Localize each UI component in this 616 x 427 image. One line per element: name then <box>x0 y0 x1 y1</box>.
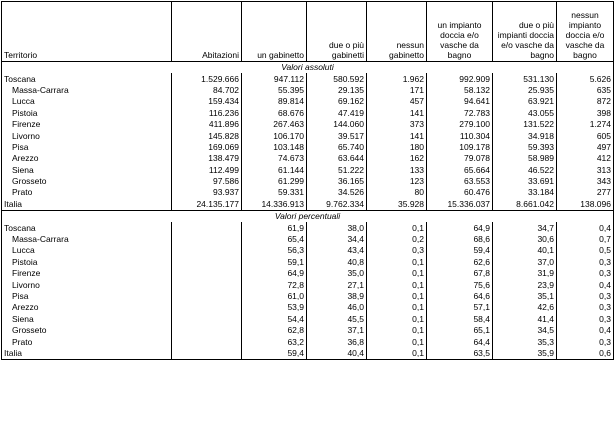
value-cell[interactable]: 89.814 <box>242 96 307 107</box>
value-cell[interactable]: 24.135.177 <box>172 199 242 211</box>
value-cell[interactable]: 1.529.666 <box>172 73 242 84</box>
table-row <box>2 257 614 268</box>
header-cell-abitazioni[interactable]: Abitazioni <box>172 2 242 62</box>
territory-cell[interactable]: Siena <box>2 165 172 176</box>
value-cell[interactable]: 145.828 <box>172 130 242 141</box>
value-cell[interactable]: 47.419 <box>307 108 367 119</box>
territory-cell[interactable]: Firenze <box>2 119 172 130</box>
value-cell[interactable]: 35,1 <box>493 291 557 302</box>
value-cell[interactable]: 97.586 <box>172 176 242 187</box>
value-cell[interactable]: 43,4 <box>307 245 367 256</box>
value-cell[interactable]: 93.937 <box>172 187 242 198</box>
table-row <box>2 302 614 313</box>
table-row <box>2 291 614 302</box>
value-cell[interactable]: 0,6 <box>557 348 614 360</box>
value-cell[interactable]: 0,4 <box>557 325 614 336</box>
value-cell[interactable]: 68,6 <box>427 234 493 245</box>
value-cell[interactable]: 947.112 <box>242 73 307 84</box>
value-cell[interactable]: 605 <box>557 130 614 141</box>
value-cell[interactable]: 35,9 <box>493 348 557 360</box>
territory-cell[interactable]: Italia <box>2 199 172 211</box>
territory-cell[interactable]: Grosseto <box>2 325 172 336</box>
value-cell[interactable]: 162 <box>367 153 427 164</box>
territory-cell[interactable]: Siena <box>2 314 172 325</box>
value-cell[interactable]: 69.162 <box>307 96 367 107</box>
value-cell[interactable] <box>172 222 242 233</box>
value-cell[interactable]: 61.299 <box>242 176 307 187</box>
value-cell[interactable]: 138.479 <box>172 153 242 164</box>
value-cell[interactable]: 56,3 <box>242 245 307 256</box>
value-cell[interactable]: 33.184 <box>493 187 557 198</box>
table-row <box>2 279 614 290</box>
territory-cell[interactable]: Grosseto <box>2 176 172 187</box>
value-cell[interactable]: 58.132 <box>427 85 493 96</box>
value-cell[interactable] <box>172 291 242 302</box>
value-cell[interactable]: 0,1 <box>367 268 427 279</box>
header-cell-due-gabinetti[interactable]: due o più gabinetti <box>307 2 367 62</box>
territory-cell[interactable]: Lucca <box>2 245 172 256</box>
table-row <box>2 336 614 347</box>
territory-cell[interactable]: Prato <box>2 336 172 347</box>
value-cell[interactable] <box>172 348 242 360</box>
territory-cell[interactable]: Arezzo <box>2 153 172 164</box>
value-cell[interactable]: 45,5 <box>307 314 367 325</box>
value-cell[interactable]: 38,9 <box>307 291 367 302</box>
table-row <box>2 96 614 107</box>
value-cell[interactable]: 59.331 <box>242 187 307 198</box>
value-cell[interactable]: 103.148 <box>242 142 307 153</box>
value-cell[interactable]: 15.336.037 <box>427 199 493 211</box>
value-cell[interactable]: 0,1 <box>367 336 427 347</box>
value-cell[interactable]: 42,6 <box>493 302 557 313</box>
table-row <box>2 245 614 256</box>
value-cell[interactable]: 63.921 <box>493 96 557 107</box>
value-cell[interactable]: 279.100 <box>427 119 493 130</box>
value-cell[interactable]: 0,1 <box>367 302 427 313</box>
value-cell[interactable]: 36,8 <box>307 336 367 347</box>
value-cell[interactable]: 39.517 <box>307 130 367 141</box>
value-cell[interactable]: 0,3 <box>557 257 614 268</box>
value-cell[interactable]: 1.274 <box>557 119 614 130</box>
value-cell[interactable]: 25.935 <box>493 85 557 96</box>
header-cell-due-impianti[interactable]: due o più impianti doccia e/o vasche da bagno <box>493 2 557 62</box>
value-cell[interactable]: 23,9 <box>493 279 557 290</box>
table-row <box>2 176 614 187</box>
value-cell[interactable]: 55.395 <box>242 85 307 96</box>
value-cell[interactable]: 46,0 <box>307 302 367 313</box>
value-cell[interactable]: 58,4 <box>427 314 493 325</box>
value-cell[interactable]: 580.592 <box>307 73 367 84</box>
territory-cell[interactable]: Lucca <box>2 96 172 107</box>
value-cell[interactable]: 34.526 <box>307 187 367 198</box>
value-cell[interactable]: 63,2 <box>242 336 307 347</box>
table-row <box>2 142 614 153</box>
table-row <box>2 268 614 279</box>
value-cell[interactable]: 141 <box>367 130 427 141</box>
value-cell[interactable] <box>172 279 242 290</box>
value-cell[interactable]: 63.553 <box>427 176 493 187</box>
territory-cell[interactable]: Pistoia <box>2 257 172 268</box>
value-cell[interactable] <box>172 257 242 268</box>
value-cell[interactable]: 0,3 <box>557 336 614 347</box>
table-row <box>2 108 614 119</box>
value-cell[interactable]: 62,8 <box>242 325 307 336</box>
value-cell[interactable]: 61,9 <box>242 222 307 233</box>
value-cell[interactable]: 64,9 <box>242 268 307 279</box>
territory-cell[interactable]: Livorno <box>2 130 172 141</box>
value-cell[interactable]: 35,3 <box>493 336 557 347</box>
header-cell-un-impianto[interactable]: un impianto doccia e/o vasche da bagno <box>427 2 493 62</box>
value-cell[interactable]: 992.909 <box>427 73 493 84</box>
value-cell[interactable]: 267.463 <box>242 119 307 130</box>
value-cell[interactable] <box>172 302 242 313</box>
value-cell[interactable]: 38,0 <box>307 222 367 233</box>
value-cell[interactable]: 40,4 <box>307 348 367 360</box>
territory-cell[interactable]: Italia <box>2 348 172 360</box>
value-cell[interactable]: 34,4 <box>307 234 367 245</box>
value-cell[interactable]: 62,6 <box>427 257 493 268</box>
value-cell[interactable]: 65,4 <box>242 234 307 245</box>
value-cell[interactable]: 59,4 <box>242 348 307 360</box>
value-cell[interactable]: 27,1 <box>307 279 367 290</box>
value-cell[interactable]: 46.522 <box>493 165 557 176</box>
value-cell[interactable]: 35.928 <box>367 199 427 211</box>
value-cell[interactable]: 51.222 <box>307 165 367 176</box>
table-row <box>2 85 614 96</box>
value-cell[interactable]: 0,4 <box>557 279 614 290</box>
value-cell[interactable]: 30,6 <box>493 234 557 245</box>
value-cell[interactable]: 0,3 <box>557 302 614 313</box>
value-cell[interactable]: 59,4 <box>427 245 493 256</box>
value-cell[interactable]: 31,9 <box>493 268 557 279</box>
territory-cell[interactable]: Toscana <box>2 222 172 233</box>
value-cell[interactable]: 112.499 <box>172 165 242 176</box>
value-cell[interactable]: 0,3 <box>557 314 614 325</box>
value-cell[interactable]: 133 <box>367 165 427 176</box>
value-cell[interactable]: 74.673 <box>242 153 307 164</box>
territory-cell[interactable]: Arezzo <box>2 302 172 313</box>
value-cell[interactable]: 123 <box>367 176 427 187</box>
value-cell[interactable]: 84.702 <box>172 85 242 96</box>
value-cell[interactable]: 0,3 <box>557 291 614 302</box>
table-row <box>2 234 614 245</box>
value-cell[interactable]: 72,8 <box>242 279 307 290</box>
value-cell[interactable]: 116.236 <box>172 108 242 119</box>
value-cell[interactable]: 8.661.042 <box>493 199 557 211</box>
value-cell[interactable]: 59.393 <box>493 142 557 153</box>
value-cell[interactable]: 40,1 <box>493 245 557 256</box>
value-cell[interactable]: 412 <box>557 153 614 164</box>
value-cell[interactable]: 0,5 <box>557 245 614 256</box>
value-cell[interactable]: 313 <box>557 165 614 176</box>
value-cell[interactable]: 94.641 <box>427 96 493 107</box>
value-cell[interactable]: 144.060 <box>307 119 367 130</box>
value-cell[interactable]: 0,4 <box>557 222 614 233</box>
table-row <box>2 165 614 176</box>
value-cell[interactable]: 14.336.913 <box>242 199 307 211</box>
value-cell[interactable]: 159.434 <box>172 96 242 107</box>
territory-cell[interactable]: Pisa <box>2 142 172 153</box>
value-cell[interactable] <box>172 325 242 336</box>
value-cell[interactable]: 61,0 <box>242 291 307 302</box>
value-cell[interactable]: 0,1 <box>367 314 427 325</box>
value-cell[interactable]: 33.691 <box>493 176 557 187</box>
section-row <box>2 211 614 223</box>
header-cell-un-gabinetto[interactable]: un gabinetto <box>242 2 307 62</box>
section-title[interactable]: Valori assoluti <box>2 62 614 74</box>
territory-cell[interactable]: Toscana <box>2 73 172 84</box>
value-cell[interactable]: 63.644 <box>307 153 367 164</box>
territory-cell[interactable]: Livorno <box>2 279 172 290</box>
data-table <box>1 1 614 360</box>
value-cell[interactable]: 43.055 <box>493 108 557 119</box>
value-cell[interactable]: 109.178 <box>427 142 493 153</box>
value-cell[interactable]: 457 <box>367 96 427 107</box>
table-row <box>2 187 614 198</box>
value-cell[interactable]: 411.896 <box>172 119 242 130</box>
territory-cell[interactable]: Firenze <box>2 268 172 279</box>
value-cell[interactable]: 531.130 <box>493 73 557 84</box>
value-cell[interactable]: 0,3 <box>367 245 427 256</box>
table-row <box>2 119 614 130</box>
territory-cell[interactable]: Prato <box>2 187 172 198</box>
value-cell[interactable]: 343 <box>557 176 614 187</box>
header-cell-territorio[interactable]: Territorio <box>2 2 172 62</box>
territory-cell[interactable]: Pistoia <box>2 108 172 119</box>
value-cell[interactable]: 79.078 <box>427 153 493 164</box>
value-cell[interactable]: 40,8 <box>307 257 367 268</box>
value-cell[interactable]: 0,3 <box>557 268 614 279</box>
value-cell[interactable]: 65.740 <box>307 142 367 153</box>
value-cell[interactable] <box>172 268 242 279</box>
value-cell[interactable]: 67,8 <box>427 268 493 279</box>
value-cell[interactable]: 37,1 <box>307 325 367 336</box>
value-cell[interactable]: 29.135 <box>307 85 367 96</box>
territory-cell[interactable]: Massa-Carrara <box>2 234 172 245</box>
header-row <box>2 2 614 62</box>
value-cell[interactable]: 58.989 <box>493 153 557 164</box>
value-cell[interactable]: 0,7 <box>557 234 614 245</box>
value-cell[interactable]: 72.783 <box>427 108 493 119</box>
value-cell[interactable]: 75,6 <box>427 279 493 290</box>
table-row <box>2 199 614 211</box>
value-cell[interactable]: 0,1 <box>367 222 427 233</box>
table-row <box>2 314 614 325</box>
value-cell[interactable]: 180 <box>367 142 427 153</box>
table-row <box>2 73 614 84</box>
value-cell[interactable]: 0,1 <box>367 348 427 360</box>
value-cell[interactable]: 54,4 <box>242 314 307 325</box>
value-cell[interactable]: 169.069 <box>172 142 242 153</box>
value-cell[interactable]: 0,1 <box>367 291 427 302</box>
value-cell[interactable]: 63,5 <box>427 348 493 360</box>
section-row <box>2 62 614 74</box>
value-cell[interactable]: 61.144 <box>242 165 307 176</box>
value-cell[interactable]: 872 <box>557 96 614 107</box>
value-cell[interactable]: 34,5 <box>493 325 557 336</box>
header-cell-nessun-impianto[interactable]: nessun impianto doccia e/o vasche da bagno <box>557 2 614 62</box>
value-cell[interactable]: 64,4 <box>427 336 493 347</box>
value-cell[interactable]: 106.170 <box>242 130 307 141</box>
value-cell[interactable]: 131.522 <box>493 119 557 130</box>
value-cell[interactable]: 68.676 <box>242 108 307 119</box>
table-row <box>2 222 614 233</box>
value-cell[interactable]: 635 <box>557 85 614 96</box>
table-row <box>2 325 614 336</box>
territory-cell[interactable]: Pisa <box>2 291 172 302</box>
value-cell[interactable]: 59,1 <box>242 257 307 268</box>
table-row <box>2 348 614 360</box>
header-cell-nessun-gabinetto[interactable]: nessun gabinetto <box>367 2 427 62</box>
value-cell[interactable]: 60.476 <box>427 187 493 198</box>
value-cell[interactable]: 41,4 <box>493 314 557 325</box>
value-cell[interactable]: 53,9 <box>242 302 307 313</box>
value-cell[interactable]: 0,1 <box>367 257 427 268</box>
value-cell[interactable]: 65.664 <box>427 165 493 176</box>
value-cell[interactable]: 36.165 <box>307 176 367 187</box>
value-cell[interactable]: 0,2 <box>367 234 427 245</box>
value-cell[interactable]: 35,0 <box>307 268 367 279</box>
value-cell[interactable]: 64,6 <box>427 291 493 302</box>
section-title[interactable]: Valori percentuali <box>2 211 614 223</box>
value-cell[interactable]: 34.918 <box>493 130 557 141</box>
value-cell[interactable]: 277 <box>557 187 614 198</box>
value-cell[interactable]: 65,1 <box>427 325 493 336</box>
value-cell[interactable]: 0,1 <box>367 325 427 336</box>
table-row <box>2 130 614 141</box>
value-cell[interactable]: 0,1 <box>367 279 427 290</box>
value-cell[interactable] <box>172 234 242 245</box>
territory-cell[interactable]: Massa-Carrara <box>2 85 172 96</box>
value-cell[interactable]: 497 <box>557 142 614 153</box>
value-cell[interactable]: 64,9 <box>427 222 493 233</box>
value-cell[interactable]: 138.096 <box>557 199 614 211</box>
value-cell[interactable] <box>172 314 242 325</box>
value-cell[interactable]: 37,0 <box>493 257 557 268</box>
value-cell[interactable]: 80 <box>367 187 427 198</box>
value-cell[interactable]: 1.962 <box>367 73 427 84</box>
value-cell[interactable]: 110.304 <box>427 130 493 141</box>
value-cell[interactable]: 57,1 <box>427 302 493 313</box>
value-cell[interactable]: 34,7 <box>493 222 557 233</box>
value-cell[interactable]: 5.626 <box>557 73 614 84</box>
value-cell[interactable] <box>172 336 242 347</box>
value-cell[interactable]: 9.762.334 <box>307 199 367 211</box>
value-cell[interactable]: 141 <box>367 108 427 119</box>
value-cell[interactable]: 398 <box>557 108 614 119</box>
value-cell[interactable] <box>172 245 242 256</box>
value-cell[interactable]: 171 <box>367 85 427 96</box>
value-cell[interactable]: 373 <box>367 119 427 130</box>
table-row <box>2 153 614 164</box>
